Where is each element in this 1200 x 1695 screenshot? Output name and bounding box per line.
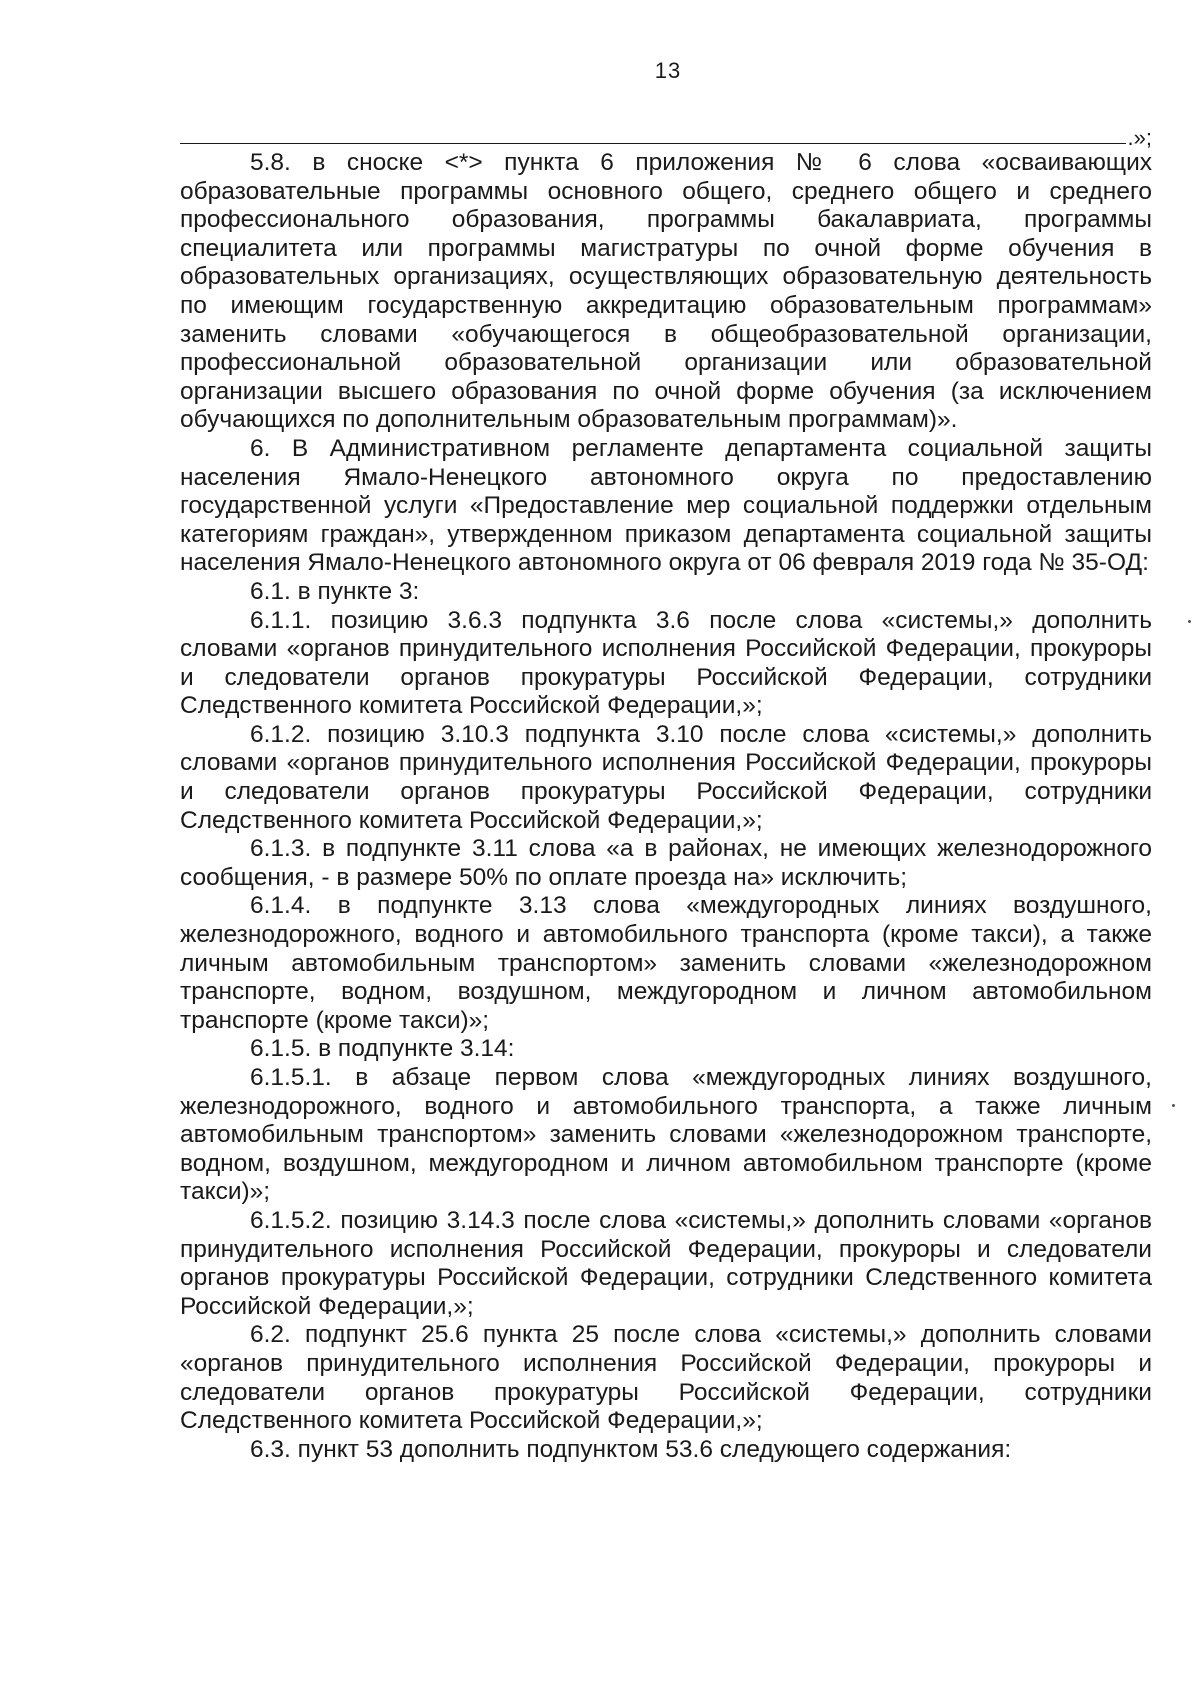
paragraph-6-1-1: 6.1.1. позицию 3.6.3 подпункта 3.6 после слова «системы,» дополнить словами «органов принудительного исполнения Российской Федерации, прокуроры и следователи органов прокуратуры Российской Федерации, сотрудники Следственного комитета Российской Федерации,»; xyxy=(180,606,1152,720)
paragraph-6-3: 6.3. пункт 53 дополнить подпунктом 53.6 следующего содержания: xyxy=(250,1435,1012,1463)
paragraph-6-1-5: 6.1.5. в подпункте 3.14: xyxy=(250,1035,515,1063)
paragraph-6-1-4: 6.1.4. в подпункте 3.13 слова «междугородных линиях воздушного, железнодорожного, водного и автомобильного транспорта (кроме такси), а также личным автомобильным транспортом» заменить словами «железнодорожном транспорте, водном, воздушном, междугородном и личном автомобильном транспорте (кроме такси)»; xyxy=(180,892,1152,1034)
paragraph-6-1-3: 6.1.3. в подпункте 3.11 слова «а в районах, не имеющих железнодорожного сообщения, - в размере 50% по оплате проезда на» исключить; xyxy=(180,835,1152,891)
paragraph-6-2: 6.2. подпункт 25.6 пункта 25 после слова «системы,» дополнить словами «органов принудительного исполнения Российской Федерации, прокуроры и следователи органов прокуратуры Российской Федерации, сотрудники Следственного комитета Российской Федерации,»; xyxy=(180,1321,1152,1435)
paragraph-6-1: 6.1. в пункте 3: xyxy=(250,577,420,605)
scan-speck xyxy=(1172,1104,1175,1107)
paragraph-6-1-2: 6.1.2. позицию 3.10.3 подпункта 3.10 после слова «системы,» дополнить словами «органов принудительного исполнения Российской Федерации, прокуроры и следователи органов прокуратуры Российской Федерации, сотрудники Следственного комитета Российской Федерации,»; xyxy=(180,720,1152,834)
page-number: 13 xyxy=(654,58,682,83)
paragraph-6-1-5-1: 6.1.5.1. в абзаце первом слова «междугородных линиях воздушного, железнодорожного, водного и автомобильного транспорта, а также личным автомобильным транспортом» заменить словами «железнодорожном транспорте, водном, воздушном, междугородном и личном автомобильном транспорте (кроме такси)»; xyxy=(180,1064,1152,1206)
paragraph-6: 6. В Административном регламенте департамента социальной защиты населения Ямало-Ненецкого автономного округа по предоставлению государственной услуги «Предоставление мер социальной поддержки отдельным категориям граждан», утвержденном приказом департамента социальной защиты населения Ямало-Ненецкого автономного округа от 06 февраля 2019 года № 35-ОД: xyxy=(180,434,1152,577)
document-body xyxy=(180,122,1152,1464)
closing-line xyxy=(180,122,1152,149)
blank-line-rule xyxy=(180,143,1126,144)
closing-quote: .»; xyxy=(1127,125,1152,150)
paragraph-5-8: 5.8. в сноске <*> пункта 6 приложения № 6 слова «осваивающих образовательные программы основного общего, среднего общего и среднего профессионального образования, программы бакалавриата, программы специалитета или программы магистратуры по очной форме обучения в образовательных организациях, осуществляющих образовательную деятельность по имеющим государственную аккредитацию образовательным программам» заменить словами «обучающегося в общеобразовательной организации, профессиональной образовательной организации или образовательной организации высшего образования по очной форме обучения (за исключением обучающихся по дополнительным образовательным программам)». xyxy=(180,149,1152,434)
scan-speck xyxy=(1188,620,1191,623)
paragraph-6-1-5-2: 6.1.5.2. позицию 3.14.3 после слова «системы,» дополнить словами «органов принудительного исполнения Российской Федерации, прокуроры и следователи органов прокуратуры Российской Федерации, сотрудники Следственного комитета Российской Федерации,»; xyxy=(180,1206,1152,1320)
